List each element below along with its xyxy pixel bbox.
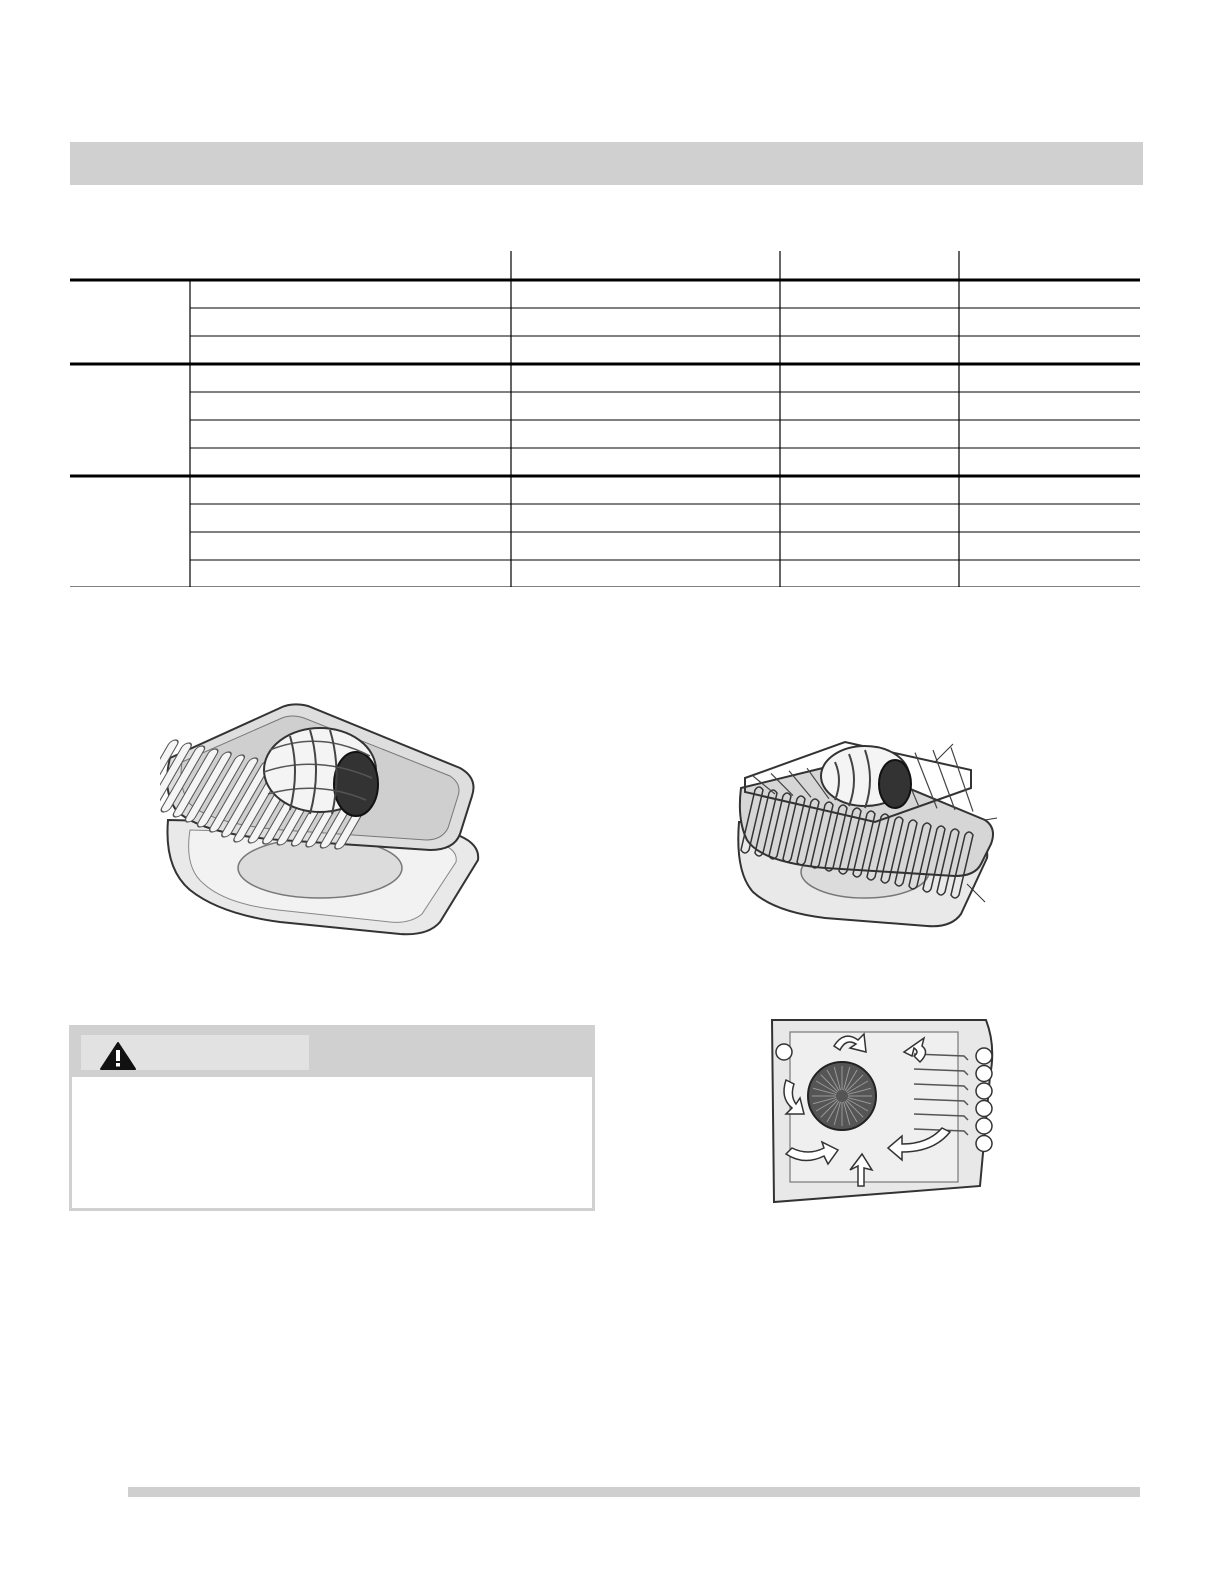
cooking-chart-table [70, 251, 1140, 587]
warning-header [72, 1028, 592, 1077]
broiler-pan-with-roast-icon [160, 700, 490, 940]
rack-position-circle [976, 1136, 992, 1152]
rack-bar [951, 747, 973, 811]
warning-triangle-icon [99, 1041, 137, 1071]
rack-position-circle [976, 1101, 992, 1117]
warning-label-panel [81, 1035, 309, 1070]
rack-position-circle [976, 1048, 992, 1064]
roasting-rack-on-broiler-pan-icon [735, 740, 1005, 935]
rack-position-circle [976, 1118, 992, 1134]
convection-oven-airflow-icon [764, 1016, 1000, 1204]
rack-position-circle [976, 1066, 992, 1082]
table-grid [70, 251, 1140, 587]
warning-box [69, 1025, 595, 1211]
section-header-bar [70, 142, 1143, 185]
footer-bar [128, 1487, 1140, 1497]
rack-position-circle [976, 1083, 992, 1099]
